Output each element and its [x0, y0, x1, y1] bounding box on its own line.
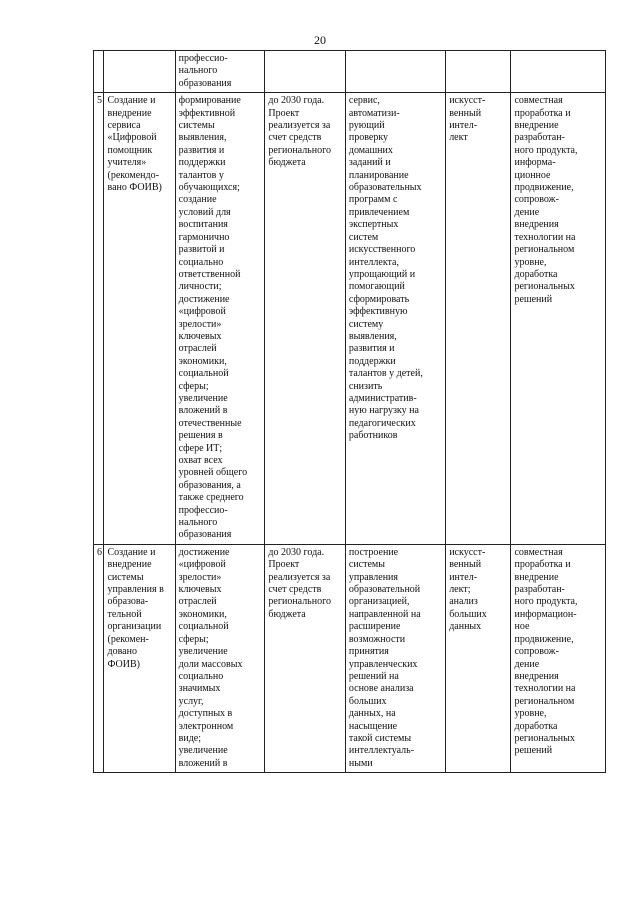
project-goals: формирование эффективной системы выявления, развития и поддержки талантов у обучающихся; создание условий для воспитания гармонично развитой и социально ответственной личности; достижение «цифровой зрелости» ключевых отраслей экономики, социальной сферы; увеличение вложений в отечественные решения в сфере ИТ; охват всех уровней общего образования, а также среднего профессио- нального образования	[178, 95, 248, 541]
cell-name	[104, 544, 175, 772]
project-description: построение системы управления образовательной организацией, направленной на расширение возможности принятия управленческих решений на основе анализа больших данных, на насыщение такой системы интеллектуаль- ными	[348, 546, 421, 769]
cell-goals	[175, 93, 265, 545]
table-row-fragment	[94, 51, 606, 93]
cell-name	[104, 93, 175, 545]
project-goals: достижение «цифровой зрелости» ключевых отраслей экономики, социальной сферы; увеличение доли массовых социально значимых услуг, доступных в электронном виде; увеличение вложений в	[178, 546, 243, 769]
cell-goals	[175, 51, 265, 93]
cell-deadline	[265, 93, 345, 545]
cell-technology	[446, 544, 511, 772]
table-row	[94, 93, 606, 545]
page-number: 20	[314, 33, 326, 47]
cell-deadline	[265, 544, 345, 772]
cell-name	[104, 51, 175, 93]
cell-mechanism	[511, 51, 606, 93]
cell-description	[345, 93, 445, 545]
cell-num	[94, 544, 104, 772]
project-deadline: до 2030 года. Проект реализуется за счет средств регионального бюджета	[268, 546, 331, 620]
project-deadline: до 2030 года. Проект реализуется за счет средств регионального бюджета	[268, 95, 331, 169]
project-technology: искусст- венный интел- лект; анализ больших данных	[449, 546, 487, 633]
cell-goals-text: профессио- нального образования	[178, 53, 232, 89]
project-name: Создание и внедрение системы управления в образова- тельной организации (рекомен- довано ФОИВ)	[107, 546, 164, 670]
cell-technology	[446, 51, 511, 93]
row-number: 5	[97, 95, 102, 107]
projects-table	[93, 50, 606, 773]
project-mechanism: совместная проработка и внедрение разработан- ного продукта, информа- ционное продвижение, сопровож- дение внедрения технологии на региональном уровне, доработка региональных решений	[514, 95, 578, 305]
cell-mechanism	[511, 544, 606, 772]
cell-num	[94, 93, 104, 545]
project-description: сервис, автоматизи- рующий проверку домашних заданий и планирование образовательных программ с привлечением экспертных систем искусственного интеллекта, упрощающий и помогающий сформировать эффективную систему выявления, развития и поддержки талантов у детей, снизить административ- ную нагрузку на педагогических работников	[348, 95, 423, 442]
project-mechanism: совместная проработка и внедрение разработан- ного продукта, информацион- ное продвижение, сопровож- дение внедрения технологии на региональном уровне, доработка региональных решений	[514, 546, 578, 757]
cell-mechanism	[511, 93, 606, 545]
cell-num	[94, 51, 104, 93]
cell-deadline	[265, 51, 345, 93]
cell-goals	[175, 544, 265, 772]
row-number: 6	[97, 546, 102, 558]
cell-technology	[446, 93, 511, 545]
cell-description	[345, 544, 445, 772]
table-row	[94, 544, 606, 772]
project-name: Создание и внедрение сервиса «Цифровой помощник учителя» (рекомендо- вано ФОИВ)	[107, 95, 162, 194]
project-technology: искусст- венный интел- лект	[449, 95, 486, 144]
cell-description	[345, 51, 445, 93]
